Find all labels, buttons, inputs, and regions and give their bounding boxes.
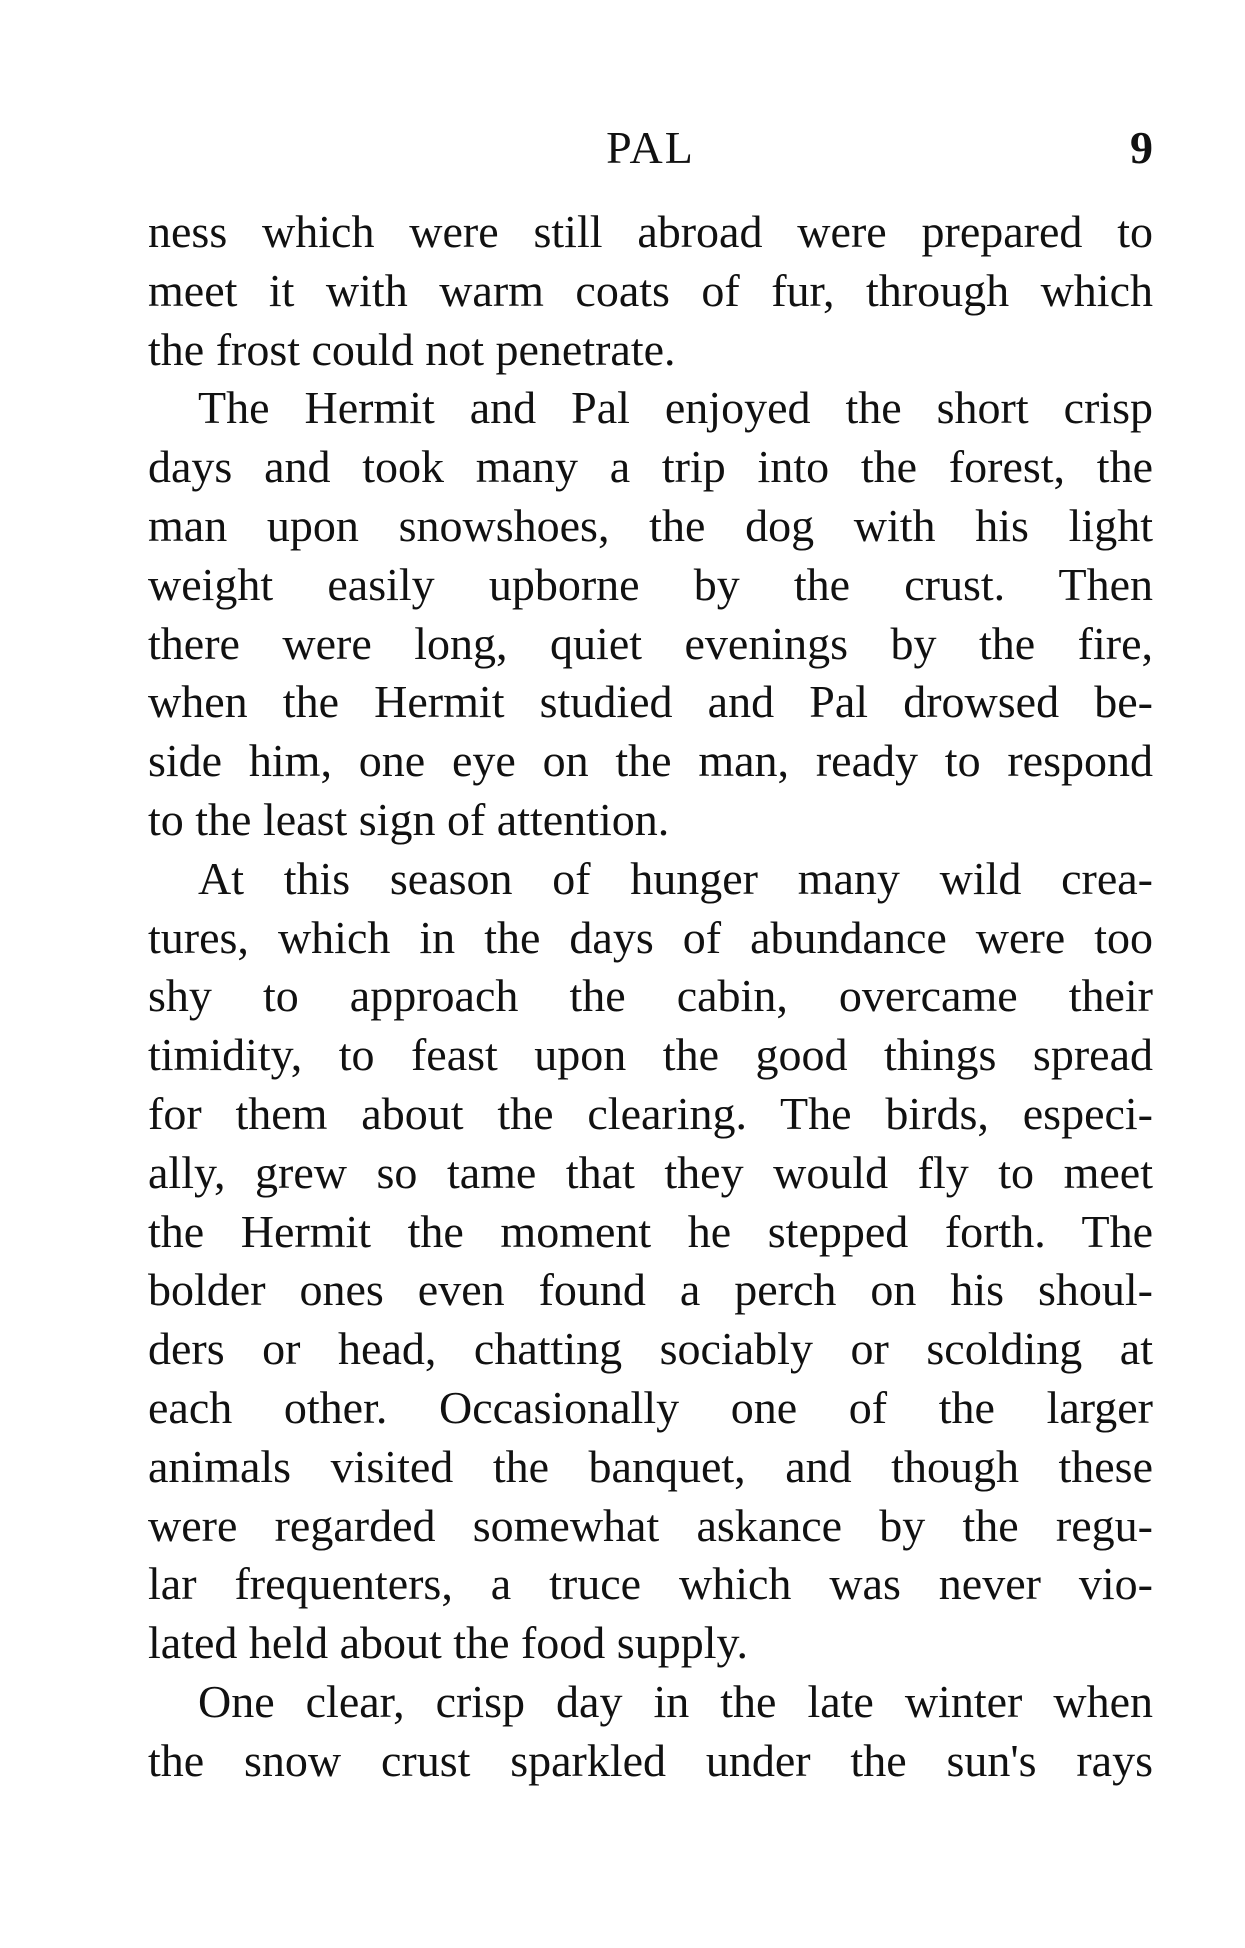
text-line: tures, which in the days of abundance were too — [148, 911, 1153, 963]
running-head — [148, 118, 1153, 178]
text-line: lated held about the food supply. — [148, 1617, 748, 1669]
text-line: the Hermit the moment he stepped forth. The — [148, 1205, 1153, 1257]
text-line: to the least sign of attention. — [148, 793, 670, 845]
text-line: side him, one eye on the man, ready to respond — [148, 735, 1153, 787]
text-line: there were long, quiet evenings by the fire, — [148, 617, 1153, 669]
page-number: 9 — [1130, 122, 1153, 173]
paragraph — [148, 379, 1153, 849]
text-line: timidity, to feast upon the good things spread — [148, 1029, 1153, 1081]
text-line: lar frequenters, a truce which was never vio- — [148, 1558, 1153, 1610]
text-line: The Hermit and Pal enjoyed the short crisp — [198, 382, 1153, 434]
text-line: for them about the clearing. The birds, especi- — [148, 1087, 1153, 1139]
text-line: the snow crust sparkled under the sun's rays — [148, 1734, 1153, 1786]
text-line: the frost could not penetrate. — [148, 323, 676, 375]
text-line: ness which were still abroad were prepared to — [148, 206, 1153, 257]
text-line: One clear, crisp day in the late winter when — [198, 1675, 1153, 1727]
text-line: when the Hermit studied and Pal drowsed be- — [148, 676, 1153, 728]
paragraph — [148, 1673, 1153, 1791]
text-line: man upon snowshoes, the dog with his light — [148, 499, 1153, 551]
text-line: days and took many a trip into the forest, the — [148, 441, 1153, 493]
text-line: weight easily upborne by the crust. Then — [148, 558, 1153, 610]
text-line: each other. Occasionally one of the larger — [148, 1381, 1153, 1433]
body-text — [148, 203, 1153, 1791]
text-line: At this season of hunger many wild crea- — [198, 852, 1153, 904]
text-line: ders or head, chatting sociably or scolding at — [148, 1323, 1153, 1375]
text-line: shy to approach the cabin, overcame their — [148, 970, 1153, 1022]
text-line: were regarded somewhat askance by the regu- — [148, 1499, 1153, 1551]
text-line: ally, grew so tame that they would fly to meet — [148, 1146, 1153, 1198]
text-line: meet it with warm coats of fur, through which — [148, 264, 1153, 316]
paragraph — [148, 203, 1153, 379]
text-line: bolder ones even found a perch on his shoul- — [148, 1264, 1153, 1316]
text-line: animals visited the banquet, and though these — [148, 1440, 1153, 1492]
paragraph — [148, 850, 1153, 1673]
running-title: PAL — [606, 122, 695, 173]
